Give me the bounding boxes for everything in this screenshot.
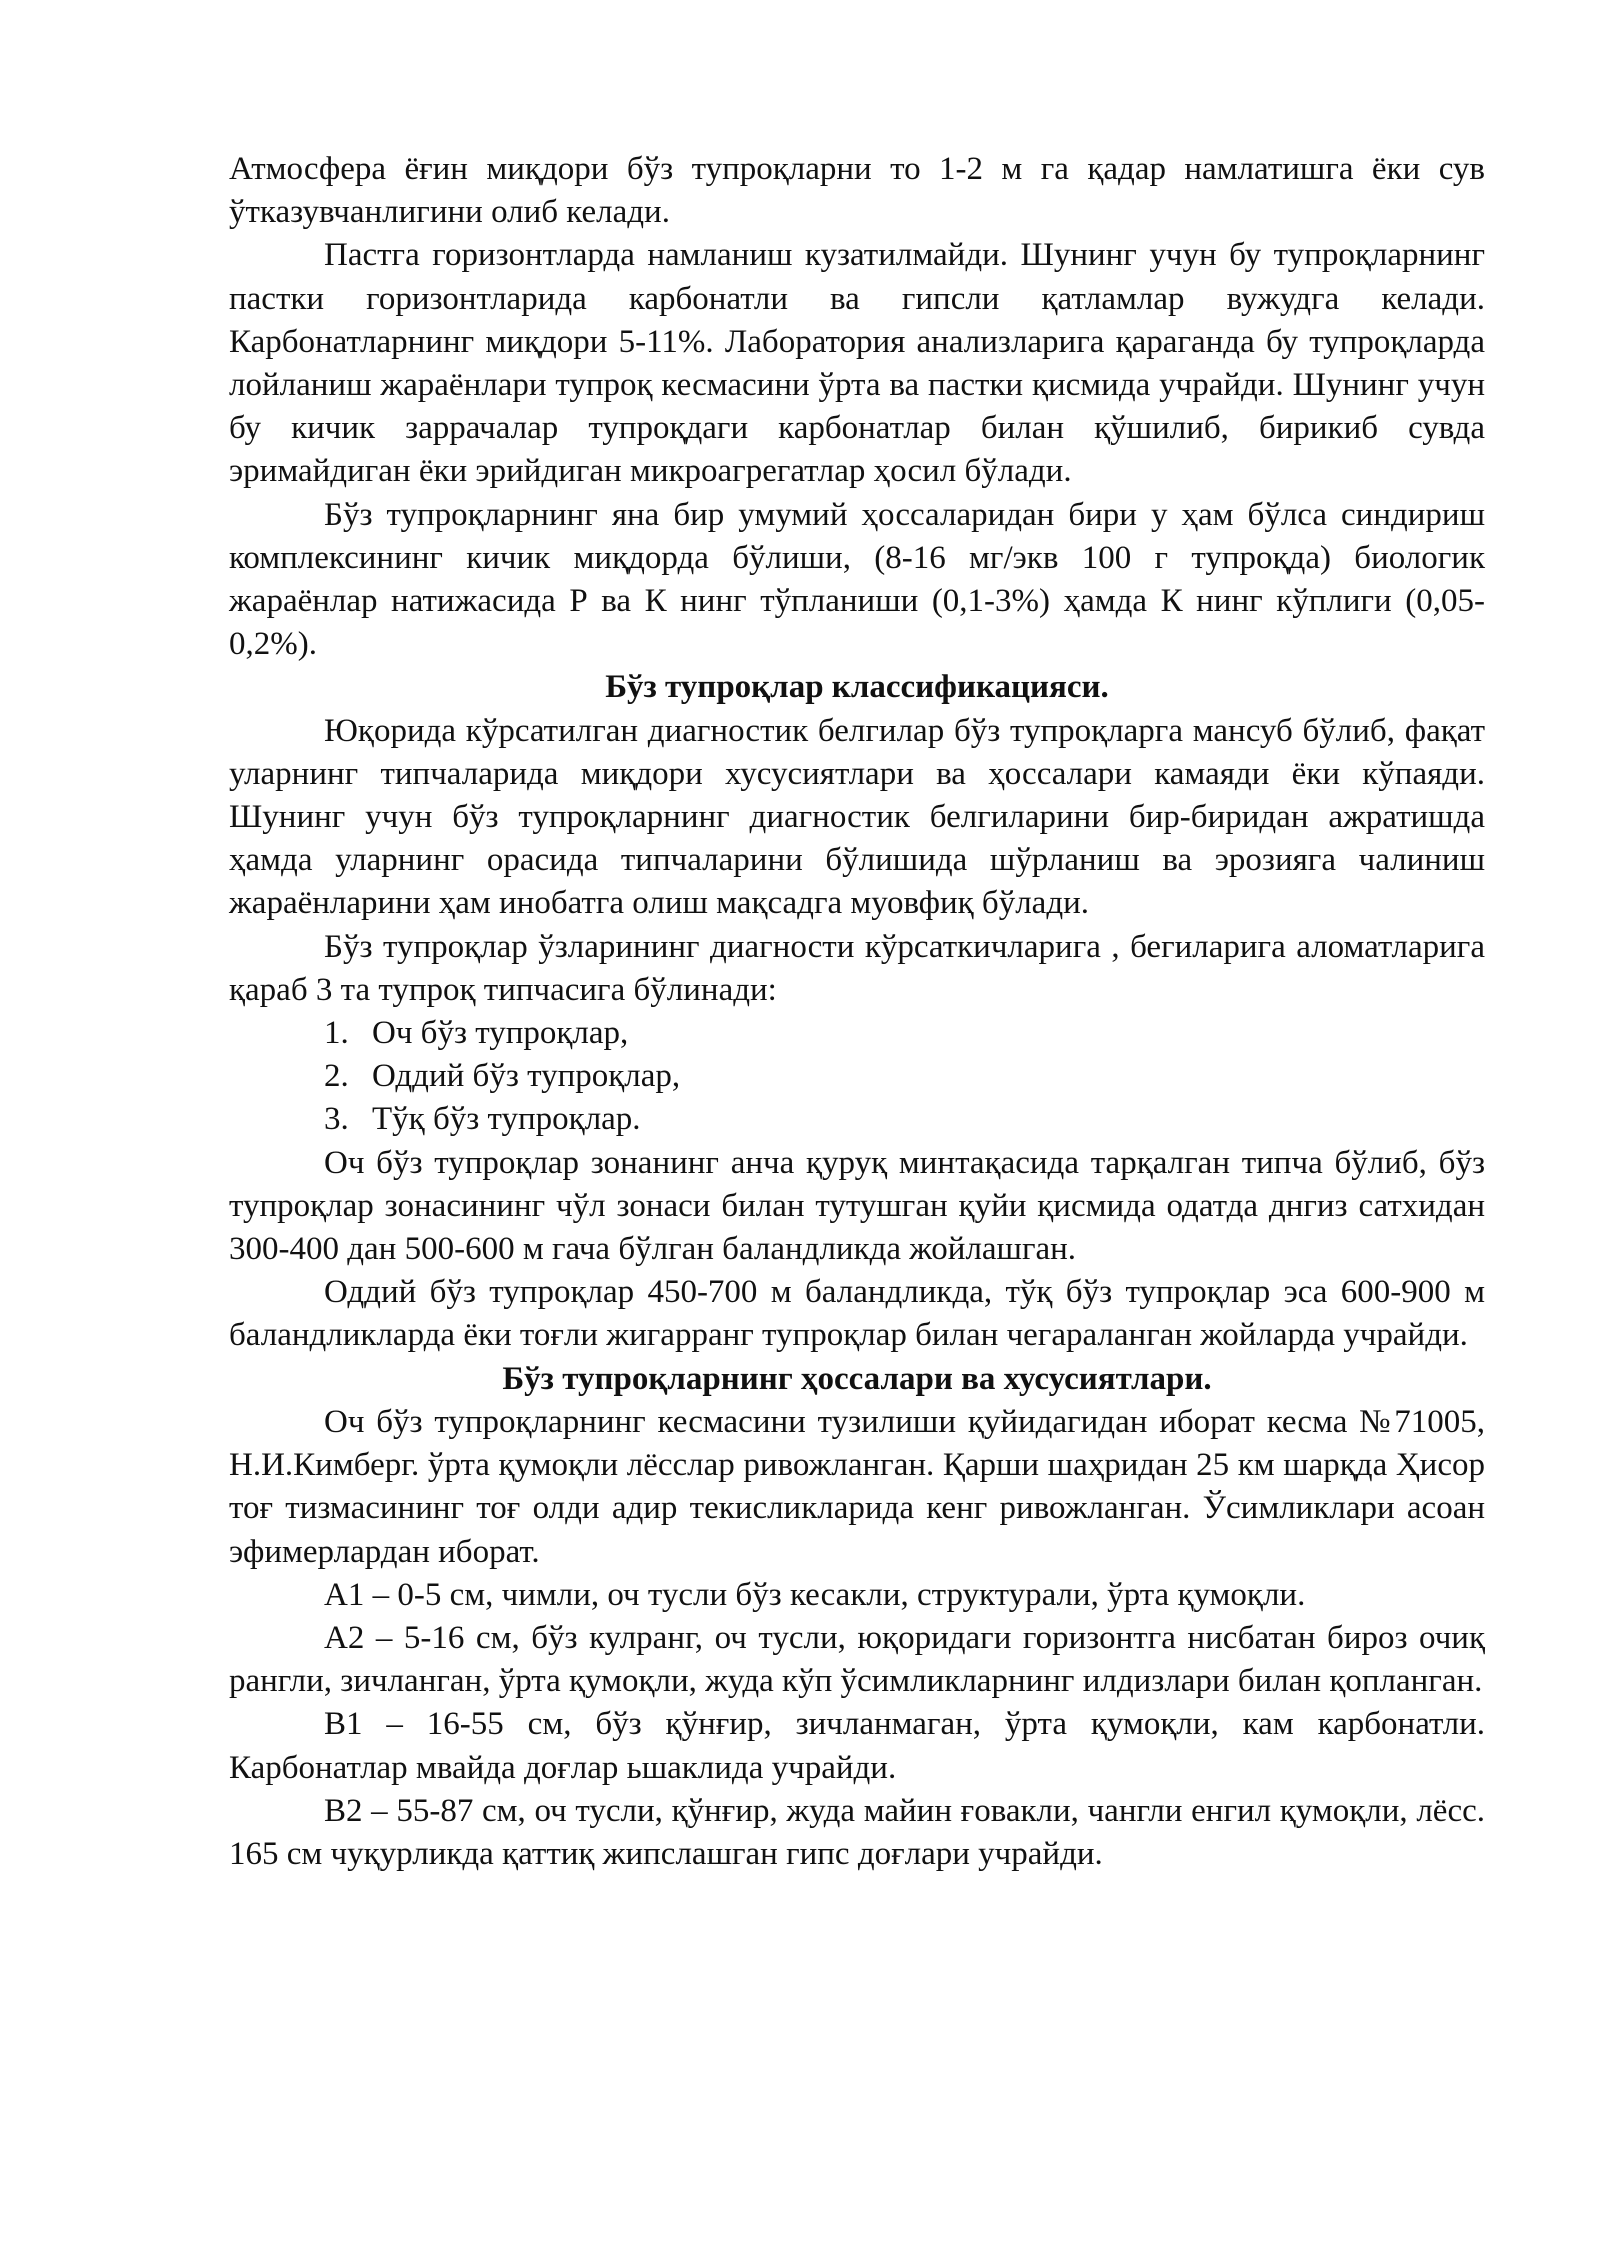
paragraph: Юқорида кўрсатилган диагностик белгилар бўз тупроқларга мансуб бўлиб, фақат уларнинг типчаларида миқдори хусусиятлари ва ҳоссалари камаяди ёки кўпаяди. Шунинг учун бўз тупроқларнинг диагностик белгиларини бир-биридан ажратишда ҳамда уларнинг орасида типчаларини бўлишида шўрланиш ва эрозияга чалиниш жараёнларини ҳам инобатга олиш мақсадга муовфиқ бўлади. bbox=[229, 712, 1485, 922]
list-item bbox=[229, 1098, 1485, 1141]
list-text: Оч бўз тупроқлар, bbox=[372, 1015, 629, 1052]
list-text: Тўқ бўз тупроқлар. bbox=[372, 1101, 641, 1138]
document-page bbox=[229, 148, 1485, 1876]
section-heading-classification: Бўз тупроқлар классификацияси. bbox=[605, 669, 1109, 706]
horizon-description: А2 – 5-16 см, бўз кулранг, оч тусли, юқоридаги горизонтга нисбатан бироз очиқ рангли, зичланган, ўрта қумоқли, жуда кўп ўсимликларнинг илдизлари билан қопланган. bbox=[229, 1619, 1485, 1700]
paragraph: Оч бўз тупроқлар зонанинг анча қуруқ минтақасида тарқалган типча бўлиб, бўз тупроқлар зонасининг чўл зонаси билан тутушган қуйи қисмида одатда днгиз сатхидан 300-400 дан 500-600 м гача бўлган баландликда жойлашган. bbox=[229, 1144, 1485, 1268]
paragraph: Бўз тупроқлар ўзларининг диагности кўрсаткичларига , бегиларига аломатларига қараб 3 та тупроқ типчасига бўлинади: bbox=[229, 928, 1485, 1008]
paragraph: Атмосфера ёғин миқдори бўз тупроқларни то 1-2 м га қадар намлатишга ёки сув ўтказувчанлигини олиб келади. bbox=[229, 151, 1485, 231]
paragraph: Пастга горизонтларда намланиш кузатилмайди. Шунинг учун бу тупроқларнинг пастки горизонтларида карбонатли ва гипсли қатламлар вужудга келади. Карбонатларнинг миқдори 5-11%. Лаборатория анализларига қараганда бу тупроқларда лойланиш жараёнлари тупроқ кесмасини ўрта ва пастки қисмида учрайди. Шунинг учун бу кичик заррачалар тупроқдаги карбонатлар билан қўшилиб, бирикиб сувда эримайдиган ёки эрийдиган микроагрегатлар ҳосил бўлади. bbox=[229, 237, 1485, 490]
list-number: 2. bbox=[324, 1058, 349, 1095]
list-number: 3. bbox=[324, 1101, 349, 1138]
list-text: Оддий бўз тупроқлар, bbox=[372, 1058, 681, 1095]
subtype-list bbox=[229, 1012, 1485, 1142]
paragraph: Оч бўз тупроқларнинг кесмасини тузилиши қуйидагидан иборат кесма №71005, Н.И.Кимберг. ўрта қумоқли лёсслар ривожланган. Қарши шаҳридан 25 км шарқда Ҳисор тоғ тизмасининг тоғ олди адир текисликларида кенг ривожланган. Ўсимликлари асоан эфимерлардан иборат. bbox=[229, 1403, 1485, 1570]
paragraph: Оддий бўз тупроқлар 450-700 м баландликда, тўқ бўз тупроқлар эса 600-900 м баландликларда ёки тоғли жигарранг тупроқлар билан чегараланган жойларда учрайди. bbox=[229, 1274, 1485, 1354]
horizon-description: В2 – 55-87 см, оч тусли, қўнғир, жуда майин ғовакли, чангли енгил қумоқли, лёсс. 165 см чуқурликда қаттиқ жипслашган гипс доғлари учрайди. bbox=[229, 1792, 1485, 1872]
list-number: 1. bbox=[324, 1015, 349, 1052]
list-item bbox=[229, 1012, 1485, 1055]
list-item bbox=[229, 1055, 1485, 1098]
paragraph: Бўз тупроқларнинг яна бир умумий ҳоссаларидан бири у ҳам бўлса синдириш комплексининг кичик миқдорда бўлиши, (8-16 мг/экв 100 г тупроқда) биологик жараёнлар натижасида Р ва К нинг тўпланиши (0,1-3%) ҳамда К нинг кўплиги (0,05-0,2%). bbox=[229, 496, 1485, 663]
section-heading-properties: Бўз тупроқларнинг ҳоссалари ва хусусиятлари. bbox=[502, 1360, 1212, 1397]
horizon-description: А1 – 0-5 см, чимли, оч тусли бўз кесакли, структурали, ўрта қумоқли. bbox=[324, 1576, 1306, 1613]
horizon-description: В1 – 16-55 см, бўз қўнғир, зичланмаган, ўрта қумоқли, кам карбонатли. Карбонатлар мвайда доғлар ьшаклида учрайди. bbox=[229, 1706, 1485, 1786]
